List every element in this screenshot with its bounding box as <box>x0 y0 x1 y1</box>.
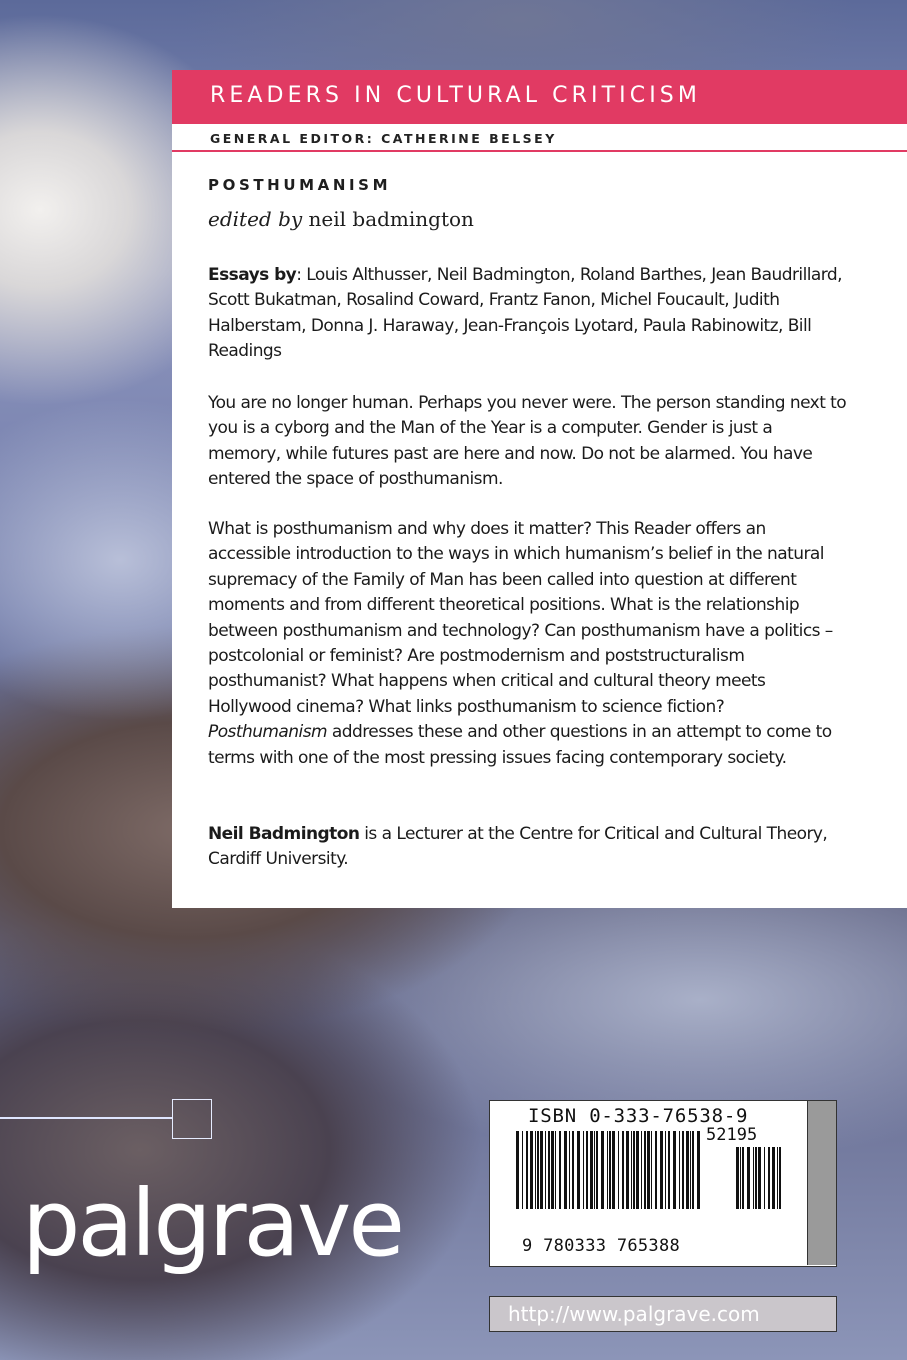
barcode-bar <box>583 1131 584 1209</box>
barcode-bar <box>686 1131 689 1209</box>
barcode-bar <box>753 1147 754 1209</box>
barcode-bar <box>668 1131 670 1209</box>
barcode-bar <box>548 1131 550 1209</box>
barcode-bar <box>655 1131 657 1209</box>
barcode-bar <box>768 1147 770 1209</box>
barcode-bar <box>772 1147 775 1209</box>
publisher-url[interactable]: http://www.palgrave.com <box>508 1302 760 1326</box>
website-box[interactable] <box>489 1296 837 1332</box>
barcode-bar <box>522 1131 523 1209</box>
blurb-paragraph-2 <box>208 517 848 771</box>
barcode-bar <box>618 1131 619 1209</box>
barcode-bar <box>601 1131 604 1209</box>
barcode-bar <box>665 1131 666 1209</box>
barcode-bar <box>609 1131 611 1209</box>
barcode-bar <box>636 1131 639 1209</box>
barcode-bar <box>690 1131 691 1209</box>
barcode-bar <box>564 1131 567 1209</box>
series-title: READERS IN CULTURAL CRITICISM <box>210 83 701 108</box>
barcode-bar <box>692 1131 694 1209</box>
essays-label: Essays by <box>208 265 297 285</box>
barcode-bar <box>586 1131 588 1209</box>
barcode-bar <box>779 1147 781 1209</box>
barcode-bar <box>682 1131 684 1209</box>
blurb-paragraph-1: You are no longer human. Perhaps you never were. The person standing next to you is a cyborg and the Man of the Year is a computer. Gender is just a memory, while futures past are here and now. Do not be alarmed. You have entered the space of posthumanism. <box>208 393 847 490</box>
barcode-bar <box>540 1131 543 1209</box>
barcode-bar <box>641 1131 642 1209</box>
general-editor: GENERAL EDITOR: CATHERINE BELSEY <box>210 131 557 146</box>
blurb-p2-start: What is posthumanism and why does it matter? This Reader offers an accessible introduction to the ways in which humanism’s belief in the natural supremacy of the Family of Man has been called into question at different moments and from different theoretical positions. What is the relationship between posthumanism and technology? Can posthumanism have a politics – postcolonial or feminist? Are postmodernism and poststructuralism posthumanist? What happens when critical and cultural theory meets Hollywood cinema? What links posthumanism to science fiction? <box>208 519 833 717</box>
barcode-bar <box>551 1131 554 1209</box>
barcode-bar <box>590 1131 593 1209</box>
ean-bars <box>516 1131 700 1209</box>
barcode-bar <box>559 1131 561 1209</box>
blurb-p2-end: addresses these and other questions in an attempt to come to terms with one of the most pressing issues facing contemporary society. <box>208 722 832 768</box>
barcode-bar <box>758 1147 761 1209</box>
barcode-bar <box>644 1131 646 1209</box>
barcode-bar <box>651 1131 652 1209</box>
barcode-bar <box>572 1131 574 1209</box>
blurb-p2-italic: Posthumanism <box>208 722 328 743</box>
barcode-bar <box>755 1147 757 1209</box>
barcode-bar <box>555 1131 556 1209</box>
barcode-graphic <box>490 1101 810 1211</box>
barcode-bar <box>673 1131 676 1209</box>
general-editor-line <box>172 124 907 152</box>
barcode-bar <box>516 1131 519 1209</box>
edited-by-prefix: edited by <box>208 207 303 231</box>
barcode-bar <box>526 1131 528 1209</box>
barcode-bar <box>777 1147 778 1209</box>
barcode-bar <box>530 1131 533 1209</box>
decorative-line <box>0 1117 172 1119</box>
essays-authors: : Louis Althusser, Neil Badmington, Roland Barthes, Jean Baudrillard, Scott Bukatman, Rosalind Coward, Frantz Fanon, Michel Foucault, Judith Halberstam, Donna J. Haraway, Jean-François Lyotard, Paula Rabinowitz, Bill Readings <box>208 265 843 362</box>
isbn-text: ISBN 0-333-76538-9 <box>528 1105 749 1127</box>
cover-text-panel <box>172 70 907 908</box>
barcode-bar <box>697 1131 700 1209</box>
barcode-bar <box>631 1131 632 1209</box>
edited-by <box>208 207 474 231</box>
barcode-bar <box>633 1131 635 1209</box>
barcode-bar <box>622 1131 624 1209</box>
barcode-bar <box>535 1131 536 1209</box>
barcode-bar <box>736 1147 739 1209</box>
barcode-bar <box>740 1147 741 1209</box>
editor-name: neil badmington <box>308 207 474 231</box>
palgrave-logo: palgrave <box>22 1170 402 1277</box>
addon-bars <box>736 1147 781 1209</box>
barcode-bar <box>626 1131 629 1209</box>
barcode-bar <box>612 1131 615 1209</box>
barcode-bar <box>764 1147 765 1209</box>
barcode-bar <box>537 1131 539 1209</box>
barcode-bar <box>569 1131 570 1209</box>
bio-text: is a Lecturer at the Centre for Critical and Cultural Theory, Cardiff University. <box>208 824 828 870</box>
barcode-bar <box>747 1147 750 1209</box>
bio-name: Neil Badmington <box>208 824 360 844</box>
barcode-bar <box>660 1131 663 1209</box>
barcode-bar <box>577 1131 580 1209</box>
barcode-bar <box>594 1131 595 1209</box>
barcode-bar <box>679 1131 680 1209</box>
barcode-margin <box>807 1101 836 1265</box>
book-title: POSTHUMANISM <box>208 176 392 194</box>
barcode-bar <box>545 1131 546 1209</box>
series-banner <box>172 70 907 124</box>
barcode-label <box>489 1100 837 1267</box>
author-bio <box>208 822 848 873</box>
barcode-bar <box>647 1131 650 1209</box>
decorative-square <box>172 1099 212 1139</box>
barcode-bar <box>596 1131 598 1209</box>
ean-digits: 9 780333 765388 <box>522 1236 681 1256</box>
barcode-bar <box>742 1147 744 1209</box>
price-code: 52195 <box>706 1125 758 1145</box>
barcode-bar <box>607 1131 608 1209</box>
essays-by <box>208 263 848 365</box>
